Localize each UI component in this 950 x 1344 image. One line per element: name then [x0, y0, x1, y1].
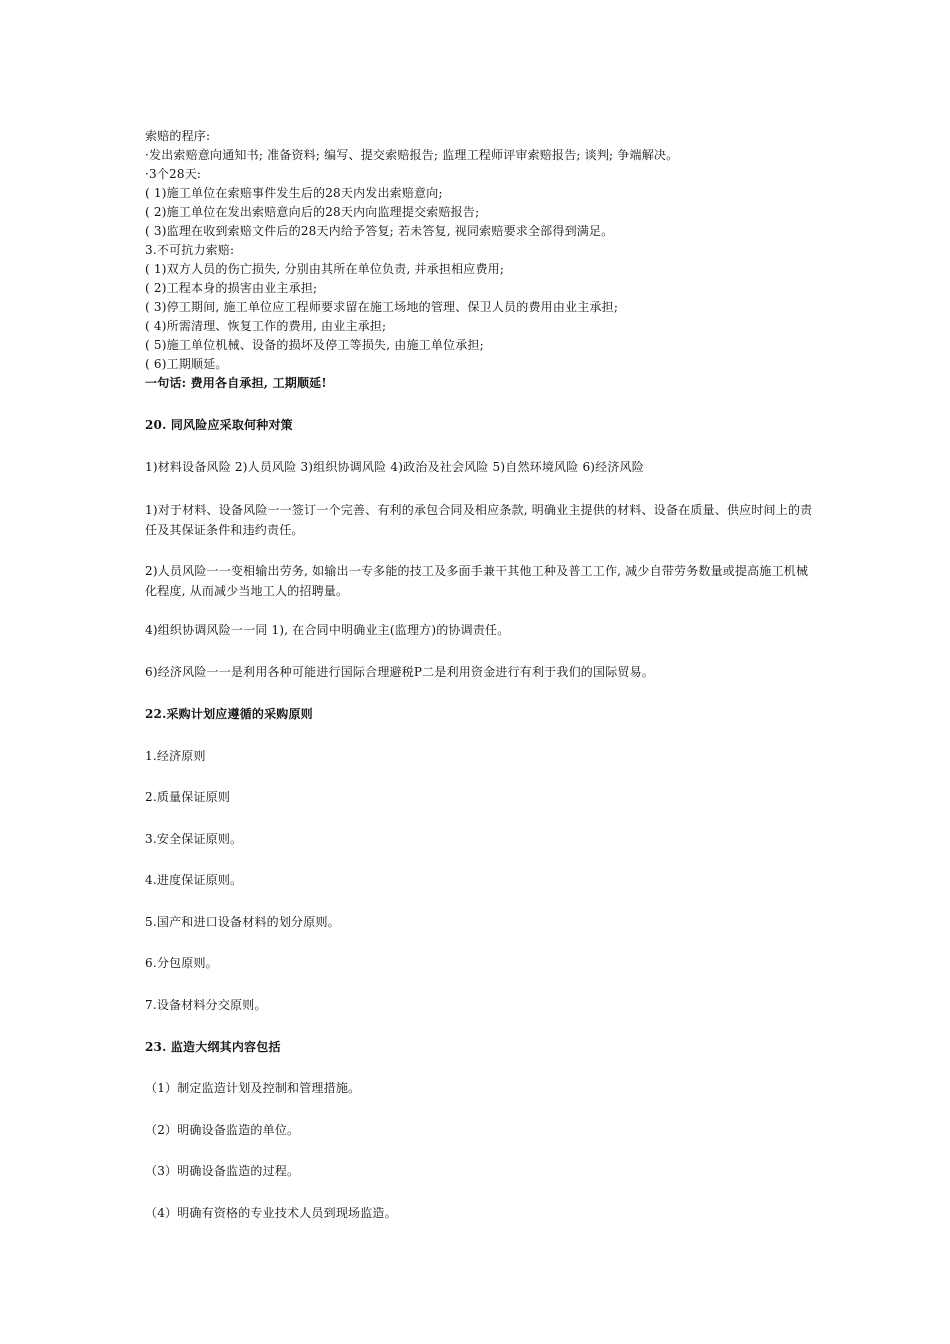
force-majeure-item: ( 5)施工单位机械、设备的损坏及停工等损失, 由施工单位承担; — [145, 338, 484, 352]
force-majeure-item: ( 2)工程本身的损害由业主承担; — [145, 281, 318, 295]
force-majeure-item: ( 4)所需清理、恢复工作的费用, 由业主承担; — [145, 319, 387, 333]
three-28-days-title: ·3个28天: — [145, 167, 202, 181]
supervision-item: （4）明确有资格的专业技术人员到现场监造。 — [145, 1206, 397, 1220]
principle-item: 6.分包原则。 — [145, 956, 218, 970]
principle-item: 5.国产和进口设备材料的划分原则。 — [145, 915, 340, 929]
supervision-item: （2）明确设备监造的单位。 — [145, 1123, 300, 1137]
section-22-heading: 22.采购计划应遵循的采购原则 — [145, 707, 313, 721]
force-majeure-title: 3.不可抗力索赔: — [145, 243, 235, 257]
claim-procedure-title: 索赔的程序: — [145, 129, 211, 143]
force-majeure-item: ( 6)工期顺延。 — [145, 357, 228, 371]
supervision-item: （1）制定监造计划及控制和管理措施。 — [145, 1081, 361, 1095]
principle-item: 1.经济原则 — [145, 749, 206, 763]
day-item: ( 2)施工单位在发出索赔意向后的28天内向监理提交索赔报告; — [145, 205, 480, 219]
force-majeure-item: ( 1)双方人员的伤亡损失, 分别由其所在单位负责, 并承担相应费用; — [145, 262, 505, 276]
section-20-paragraph: 6)经济风险一一是利用各种可能进行国际合理避税P二是利用资金进行有利于我们的国际贸易。 — [145, 665, 654, 679]
force-majeure-summary: 一句话: 费用各自承担, 工期顺延! — [145, 376, 327, 390]
principle-item: 3.安全保证原则。 — [145, 832, 243, 846]
supervision-item: （3）明确设备监造的过程。 — [145, 1164, 300, 1178]
day-item: ( 3)监理在收到索赔文件后的28天内给予答复; 若未答复, 视同索赔要求全部得到满足。 — [145, 224, 614, 238]
section-20-paragraph: 4)组织协调风险一一同 1), 在合同中明确业主(监理方)的协调责任。 — [145, 623, 510, 637]
principle-item: 2.质量保证原则 — [145, 790, 231, 804]
section-20-overview: 1)材料设备风险 2)人员风险 3)组织协调风险 4)政治及社会风险 5)自然环境风险 6)经济风险 — [145, 460, 644, 474]
section-23-heading: 23. 监造大纲其内容包括 — [145, 1040, 281, 1054]
section-20-heading: 20. 同风险应采取何种对策 — [145, 418, 293, 432]
claim-procedure-steps: ·发出索赔意向通知书; 准备资料; 编写、提交索赔报告; 监理工程师评审索赔报告; 谈判; 争端解决。 — [145, 148, 679, 162]
force-majeure-item: ( 3)停工期间, 施工单位应工程师要求留在施工场地的管理、保卫人员的费用由业主承担; — [145, 300, 619, 314]
day-item: ( 1)施工单位在索赔事件发生后的28天内发出索赔意向; — [145, 186, 443, 200]
section-20-paragraph: 2)人员风险一一变相输出劳务, 如输出一专多能的技工及多面手兼干其他工种及普工工作, 减少自带劳务数量或提高施工机械化程度, 从而减少当地工人的招聘量。 — [145, 564, 809, 598]
principle-item: 4.进度保证原则。 — [145, 873, 243, 887]
section-20-paragraph: 1)对于材料、设备风险一一签订一个完善、有利的承包合同及相应条款, 明确业主提供的材料、设备在质量、供应时间上的责任及其保证条件和违约责任。 — [145, 503, 813, 537]
principle-item: 7.设备材料分交原则。 — [145, 998, 267, 1012]
